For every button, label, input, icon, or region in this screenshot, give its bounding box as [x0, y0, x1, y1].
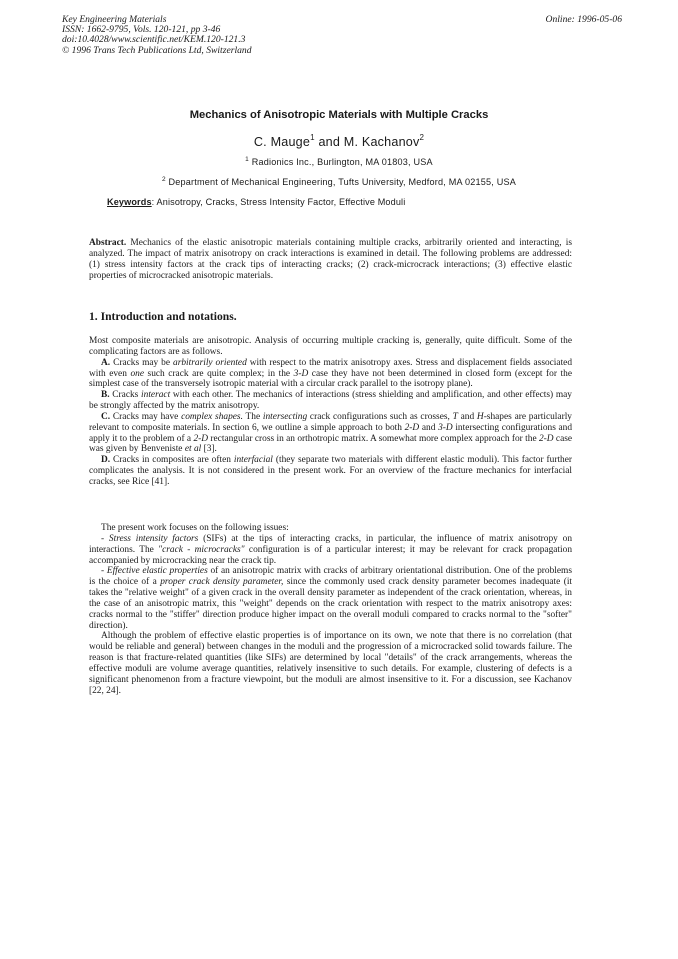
journal-name: Key Engineering Materials [62, 14, 167, 25]
paragraph: Although the problem of effective elastic properties is of importance on its own, we note that there is no correlation (that would be reliable and general) between changes in the moduli and the progression of a microcracked solid towards failure. The reason is that fracture-related quantities (like SIFs) are determined by local "details" of the crack arrangements, whereas the effective moduli are volume average quantities, relatively insensitive to such details. For example, clustering of defects is a significant phenomenon from a fracture viewpoint, but the moduli are almost insensitive to it. For a discussion, see Kachanov [22, 24]. [89, 631, 572, 696]
affiliation-2 [0, 176, 678, 187]
abstract [89, 238, 572, 281]
author-1-affil-mark: 1 [310, 133, 315, 142]
keywords-text: : Anisotropy, Cracks, Stress Intensity Factor, Effective Moduli [151, 197, 406, 207]
section-body-part-1 [89, 336, 572, 488]
abstract-text: Mechanics of the elastic anisotropic materials containing multiple cracks, arbitrarily oriented and interacting, is analyzed. The impact of matrix anisotropy on crack interactions is examined in detail. The following problems are addressed: (1) stress intensity factors at the crack tips of interacting cracks; (2) crack-microcrack interactions; (3) effective elastic properties of microcracked anisotropic materials. [89, 238, 572, 281]
copyright: © 1996 Trans Tech Publications Ltd, Switzerland [62, 44, 252, 56]
authors [0, 133, 678, 149]
paper-title: Mechanics of Anisotropic Materials with Multiple Cracks [189, 109, 489, 121]
author-1: C. Mauge [253, 135, 311, 149]
paragraph-issue-1: - Stress intensity factors (SIFs) at the tips of interacting cracks, in particular, the influence of matrix anisotropy on interactions. The "crack - microcracks" configuration is of a particular interest; it may be relevant for crack propagation accompanied by microcracking near the crack tip. [89, 533, 573, 566]
section-body-part-2 [89, 523, 572, 697]
paragraph: Most composite materials are anisotropic. Analysis of occurring multiple cracking is, generally, quite difficult. Some of the complicating factors are as follows. [89, 336, 572, 357]
affiliation-1-mark: 1 [245, 156, 249, 163]
paragraph-d: D. Cracks in composites are often interfacial (they separate two materials with different elastic moduli). This factor further complicates the analysis. It is not considered in the present work. For an overview of the fracture mechanics for interfacial cracks, see Rice [41]. [89, 455, 573, 487]
keywords [107, 197, 405, 207]
paragraph-c: C. Cracks may have complex shapes. The intersecting crack configurations such as crosses, T and H-shapes are particularly relevant to composite materials. In section 6, we outline a simple approach to both 2-D and 3-D intersecting configurations and apply it to the problem of a 2-D rectangular cross in an orthotropic matrix. A somewhat more complex approach for the 2-D case was given by Benveniste et al [3]. [89, 411, 573, 455]
author-2-affil-mark: 2 [419, 133, 425, 142]
abstract-label: Abstract. [89, 238, 127, 248]
doi[interactable]: doi:10.4028/www.scientific.net/KEM.120-121.3 [62, 34, 246, 46]
paragraph-b: B. Cracks interact with each other. The mechanics of interactions (stress shielding and amplification, and other effects) may be strongly affected by the matrix anisotropy. [89, 390, 572, 412]
online-date: Online: 1996-05-06 [545, 14, 622, 25]
paragraph-issue-2: - Effective elastic properties of an anisotropic matrix with cracks of arbitrary orientational distribution. One of the problems is the choice of a proper crack density parameter, since the commonly used crack density parameter becomes inadequate (it takes the "relative weight" of a given crack in the overall density parameter as independent of the crack orientation, whereas, in the case of an anisotropic matrix, this "weight" depends on the crack orientation with respect to the matrix anisotropy axes: cracks normal to the "stiffer" direction produce higher impact on the overall moduli compared to cracks normal to the "softer" direction). [89, 566, 573, 631]
affiliation-1-text: Radionics Inc., Burlington, MA 01803, USA [251, 157, 433, 167]
authors-and: and [318, 135, 341, 149]
keywords-label: Keywords [107, 197, 152, 207]
section-heading: 1. Introduction and notations. [89, 310, 237, 323]
publication-metadata [62, 15, 622, 56]
issn-volume: ISSN: 1662-9795, Vols. 120-121, pp 3-46 [62, 24, 221, 36]
affiliation-1 [0, 156, 678, 167]
paragraph-a: A. Cracks may be arbitrarily oriented with respect to the matrix anisotropy axes. Stress and displacement fields associated with even one such crack are quite complex; in the 3-D case they have not been determined in closed form (except for the simplest case of the transversely isotropic material with a circular crack parallel to the isotropy plane). [89, 357, 573, 390]
author-2: M. Kachanov [343, 135, 420, 149]
affiliation-2-text: Department of Mechanical Engineering, Tufts University, Medford, MA 02155, USA [168, 177, 517, 187]
affiliation-2-mark: 2 [161, 176, 166, 183]
paragraph: The present work focuses on the following issues: [101, 523, 289, 533]
